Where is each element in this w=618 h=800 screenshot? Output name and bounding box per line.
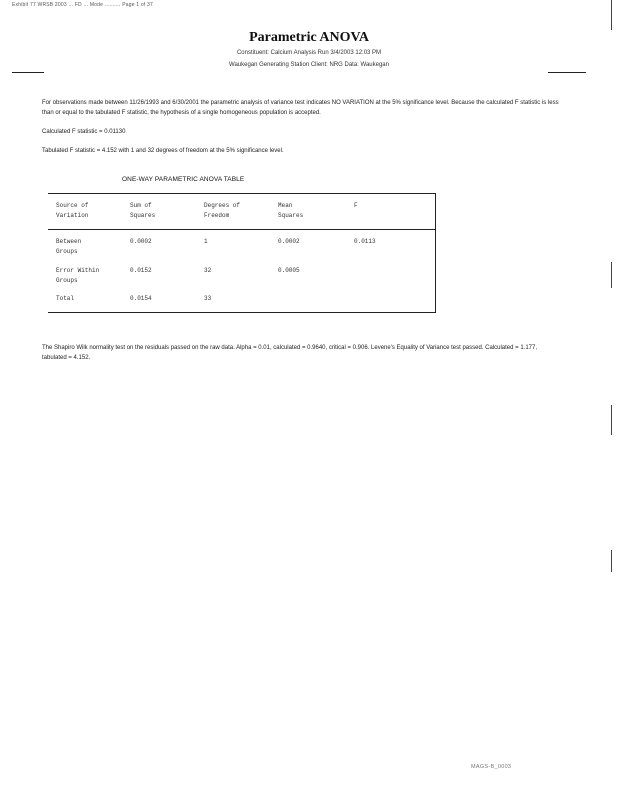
- tabulated-f-statistic: Tabulated F statistic = 4.152 with 1 and 32 degrees of freedom at the 5% significance level.: [42, 148, 284, 154]
- table-header-divider: [48, 229, 436, 230]
- row-between-ss: 0.0002: [130, 238, 152, 245]
- header-f: F: [354, 202, 358, 209]
- scan-mark: [611, 262, 612, 288]
- row-error-df: 32: [204, 267, 212, 274]
- header-rule-right: [548, 72, 586, 73]
- header-df-line1: Degrees of: [204, 202, 241, 209]
- header-ms-line1: Mean: [278, 202, 293, 209]
- scan-mark: [611, 0, 612, 30]
- row-total-df: 33: [204, 295, 212, 302]
- header-rule-left: [12, 72, 44, 73]
- header-source-line1: Source of: [56, 202, 89, 209]
- summary-paragraph: For observations made between 11/26/1993 and 6/30/2001 the parametric analysis of variance test indicates NO VARIATION at the 5% significance level. Because the calculated F statistic is less than or equal to the tabulated F statistic, the hypothesis of a single homogeneous population is accepted.: [42, 100, 559, 116]
- anova-table: [48, 193, 436, 313]
- bates-stamp: MAGS-B_0003: [471, 764, 512, 770]
- row-between-df: 1: [204, 238, 208, 245]
- row-error-ss: 0.0152: [130, 267, 152, 274]
- row-error-ms: 0.0005: [278, 267, 300, 274]
- table-border-right: [435, 193, 436, 313]
- calculated-f-statistic: Calculated F statistic = 0.01130: [42, 129, 126, 135]
- row-between-source-line1: Between: [56, 238, 82, 245]
- facility-line: Waukegan Generating Station Client: NRG Data: Waukegan: [229, 62, 389, 68]
- row-between-f: 0.0113: [354, 238, 376, 245]
- header-ms-line2: Squares: [278, 212, 304, 219]
- header-ss-line2: Squares: [130, 212, 156, 219]
- scan-mark: [611, 550, 612, 572]
- row-total-source: Total: [56, 295, 75, 302]
- header-ss-line1: Sum of: [130, 202, 152, 209]
- header-df-line2: Freedom: [204, 212, 230, 219]
- row-total-ss: 0.0154: [130, 295, 152, 302]
- page-title: Parametric ANOVA: [249, 30, 369, 45]
- row-error-source-line1: Error Within: [56, 267, 100, 274]
- table-border-top: [48, 193, 436, 194]
- normality-test-note: The Shapiro Wilk normality test on the residuals passed on the raw data. Alpha = 0.01, calculated = 0.9640, critical = 0.906. Levene's Equality of Variance test passed. Calculated = 1.177, tabulated = 4.152.: [42, 345, 537, 361]
- constituent-line: Constituent: Calcium Analysis Run 3/4/2003 12:03 PM: [236, 50, 382, 56]
- row-between-source-line2: Groups: [56, 248, 78, 255]
- header-source-line2: Variation: [56, 212, 89, 219]
- fax-header: Exhibit 77 WRSB 2003 ... FD ... Mode .......... Page 1 of 37: [12, 2, 153, 8]
- anova-table-title: ONE-WAY PARAMETRIC ANOVA TABLE: [122, 176, 245, 183]
- scan-mark: [611, 405, 612, 435]
- table-border-bottom: [48, 312, 436, 313]
- row-between-ms: 0.0002: [278, 238, 300, 245]
- row-error-source-line2: Groups: [56, 277, 78, 284]
